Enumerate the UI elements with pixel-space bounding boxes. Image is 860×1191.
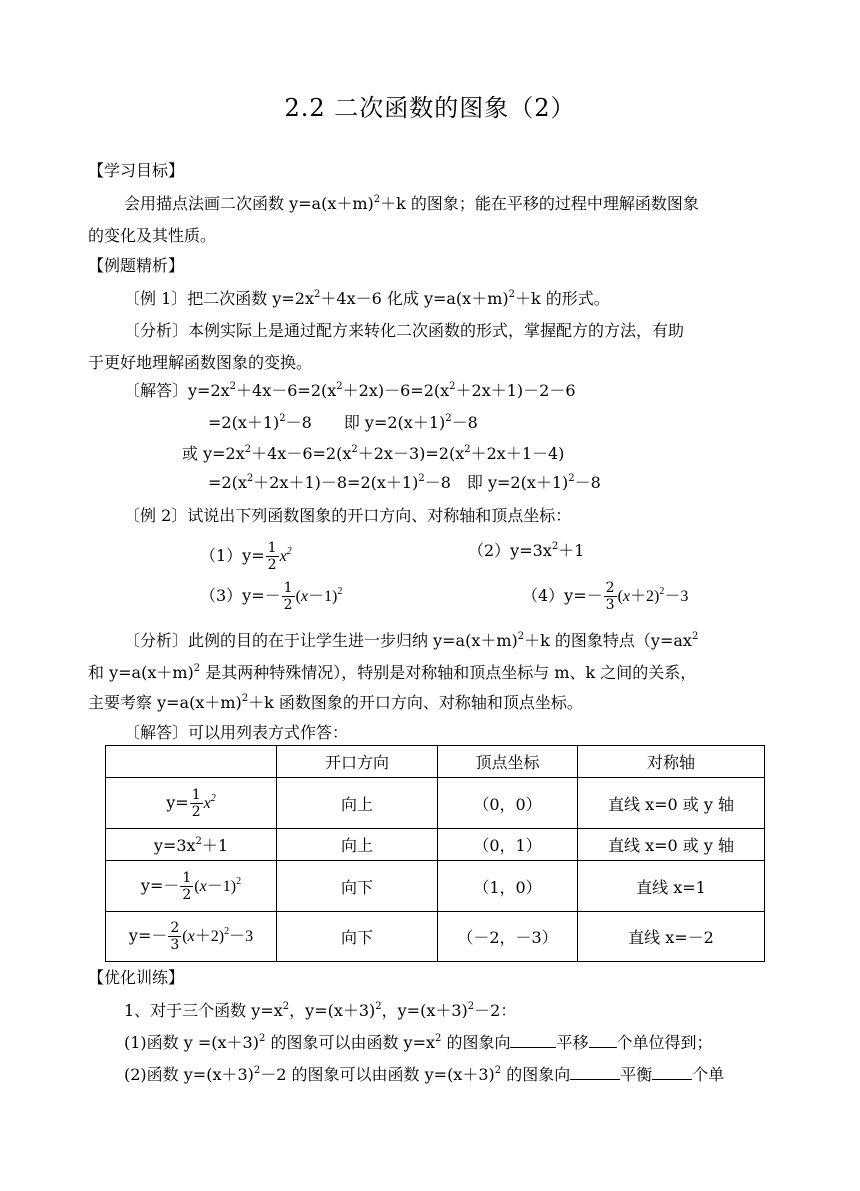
training-q1a: (1)函数 $y =(x+3)^2$ 的图象可以由函数 $y=x^2$ 的图象向 平移 个单位得到； [124, 1033, 713, 1052]
example1-solution-line1: 〔解答〕$y=2x^2+4x-6=2(x^2+2x)-6=2(x^2+2x+1)-2-6$ [124, 381, 576, 400]
vertex-cell: （0，0） [438, 778, 578, 829]
direction-cell: 向下 [277, 861, 438, 912]
vertex-cell: （－2，－3） [438, 912, 578, 962]
table-row [106, 861, 765, 912]
example1-question: 〔例 1〕把二次函数 $y=2x^2+4x-6$ 化成 $y=a(x+m)^2+k$ 的形式。 [124, 289, 610, 308]
item4-expression: $(x+2)^2-3$ [617, 586, 689, 605]
header-cell: 开口方向 [277, 746, 438, 778]
goals-text-line2: 的变化及其性质。 [88, 226, 217, 245]
direction-cell: 向下 [277, 912, 438, 962]
example1-solution-line4: $=2(x^2+2x+1)-8=2(x+1)^2-8$ 即 $y=2(x+1)^2-8$ [208, 473, 601, 492]
axis-cell: 直线 x=0 或 y 轴 [578, 829, 765, 861]
table-row [106, 778, 765, 829]
item3-expression: $(x-1)^2$ [295, 586, 343, 605]
answer-blank[interactable] [510, 1031, 556, 1048]
goals-text-1: 会用描点法画二次函数 $y=a(x+m)^2+k$ 的图象；能在平移的过程中理解函数图象 [124, 194, 699, 213]
item1-label: （1）y= [200, 546, 265, 565]
fraction-one-half: $\frac{1}{2}$ [267, 540, 277, 573]
examples-heading: 【例题精析】 [88, 256, 185, 275]
example2-item1 [200, 538, 292, 575]
example1-solution-line2: $=2(x+1)^2-8$ 即 $y=2(x+1)^2-8$ [208, 413, 478, 432]
function-cell: y= $\frac{1}{2}$ $x^2$ [106, 778, 277, 829]
example1-solution-line3: 或 $y=2x^2+4x-6=2(x^2+2x-3)=2(x^2+2x+1-4)$ [182, 444, 565, 463]
training-q1: 1、对于三个函数 $y=x^2$，$y=(x+3)^2$，$y=(x+3)^2-2$： [124, 1001, 517, 1020]
table-row [106, 912, 765, 962]
answer-blank[interactable] [652, 1063, 692, 1080]
example2-analysis-line3: 主要考察 $y=a(x+m)^2+k$ 函数图象的开口方向、对称轴和顶点坐标。 [88, 693, 583, 712]
axis-cell: 直线 x=0 或 y 轴 [578, 778, 765, 829]
item3-label: （3）y= [200, 586, 265, 605]
example2-analysis-line1: 〔分析〕此例的目的在于让学生进一步归纳 $y=a(x+m)^2+k$ 的图象特点（$y=ax^2$ [124, 631, 699, 650]
header-cell: 顶点坐标 [438, 746, 578, 778]
fraction-two-thirds: $\frac{2}{3}$ [605, 580, 615, 613]
answer-blank[interactable] [570, 1063, 620, 1080]
vertex-cell: （1，0） [438, 861, 578, 912]
example2-item3: （3）y=－ $\frac{1}{2}$ $(x-1)^2$ [200, 580, 343, 613]
training-heading: 【优化训练】 [88, 968, 185, 987]
function-cell: $y=3x^2+1$ [106, 829, 277, 861]
header-cell: 对称轴 [578, 746, 765, 778]
example2-question: 〔例 2〕试说出下列函数图象的开口方向、对称轴和顶点坐标： [124, 506, 572, 525]
goals-heading: 【学习目标】 [88, 161, 185, 180]
example2-item4: （4）y=－ $\frac{2}{3}$ $(x+2)^2-3$ [522, 580, 689, 613]
example2-analysis-line2: 和 $y=a(x+m)^2$ 是其两种特殊情况），特别是对称轴和顶点坐标与 m、k 之间的关系， [88, 663, 697, 682]
fraction-one-half: $\frac{1}{2}$ [283, 580, 293, 613]
direction-cell: 向上 [277, 778, 438, 829]
example1-analysis-line1: 〔分析〕本例实际上是通过配方来转化二次函数的形式，掌握配方的方法，有助 [124, 321, 685, 340]
table-header-row [106, 746, 765, 778]
item4-label: （4）y= [522, 586, 587, 605]
goals-text-line1 [124, 193, 699, 215]
training-q1b: (2)函数 $y=(x+3)^2-2$ 的图象可以由函数 $y=(x+3)^2$ 的图象向 平衡 个单 [124, 1065, 725, 1084]
function-cell: y=－ $\frac{1}{2}$ $(x-1)^2$ [106, 861, 277, 912]
axis-cell: 直线 x=1 [578, 861, 765, 912]
item1-expression: $x^2$ [279, 546, 292, 565]
answer-blank[interactable] [589, 1031, 617, 1048]
summary-table [105, 745, 765, 962]
direction-cell: 向上 [277, 829, 438, 861]
header-cell [106, 746, 277, 778]
vertex-cell: （0，1） [438, 829, 578, 861]
axis-cell: 直线 x=－2 [578, 912, 765, 962]
function-cell: y=－ $\frac{2}{3}$ $(x+2)^2-3$ [106, 912, 277, 962]
table-row [106, 829, 765, 861]
page-title: 2.2 二次函数的图象（2） [284, 94, 576, 122]
example2-solution-intro: 〔解答〕可以用列表方式作答： [124, 723, 349, 742]
example2-item2: $(2)y=3x^2+1$ [468, 541, 585, 560]
example1-analysis-line2: 于更好地理解函数图象的变换。 [88, 353, 313, 372]
